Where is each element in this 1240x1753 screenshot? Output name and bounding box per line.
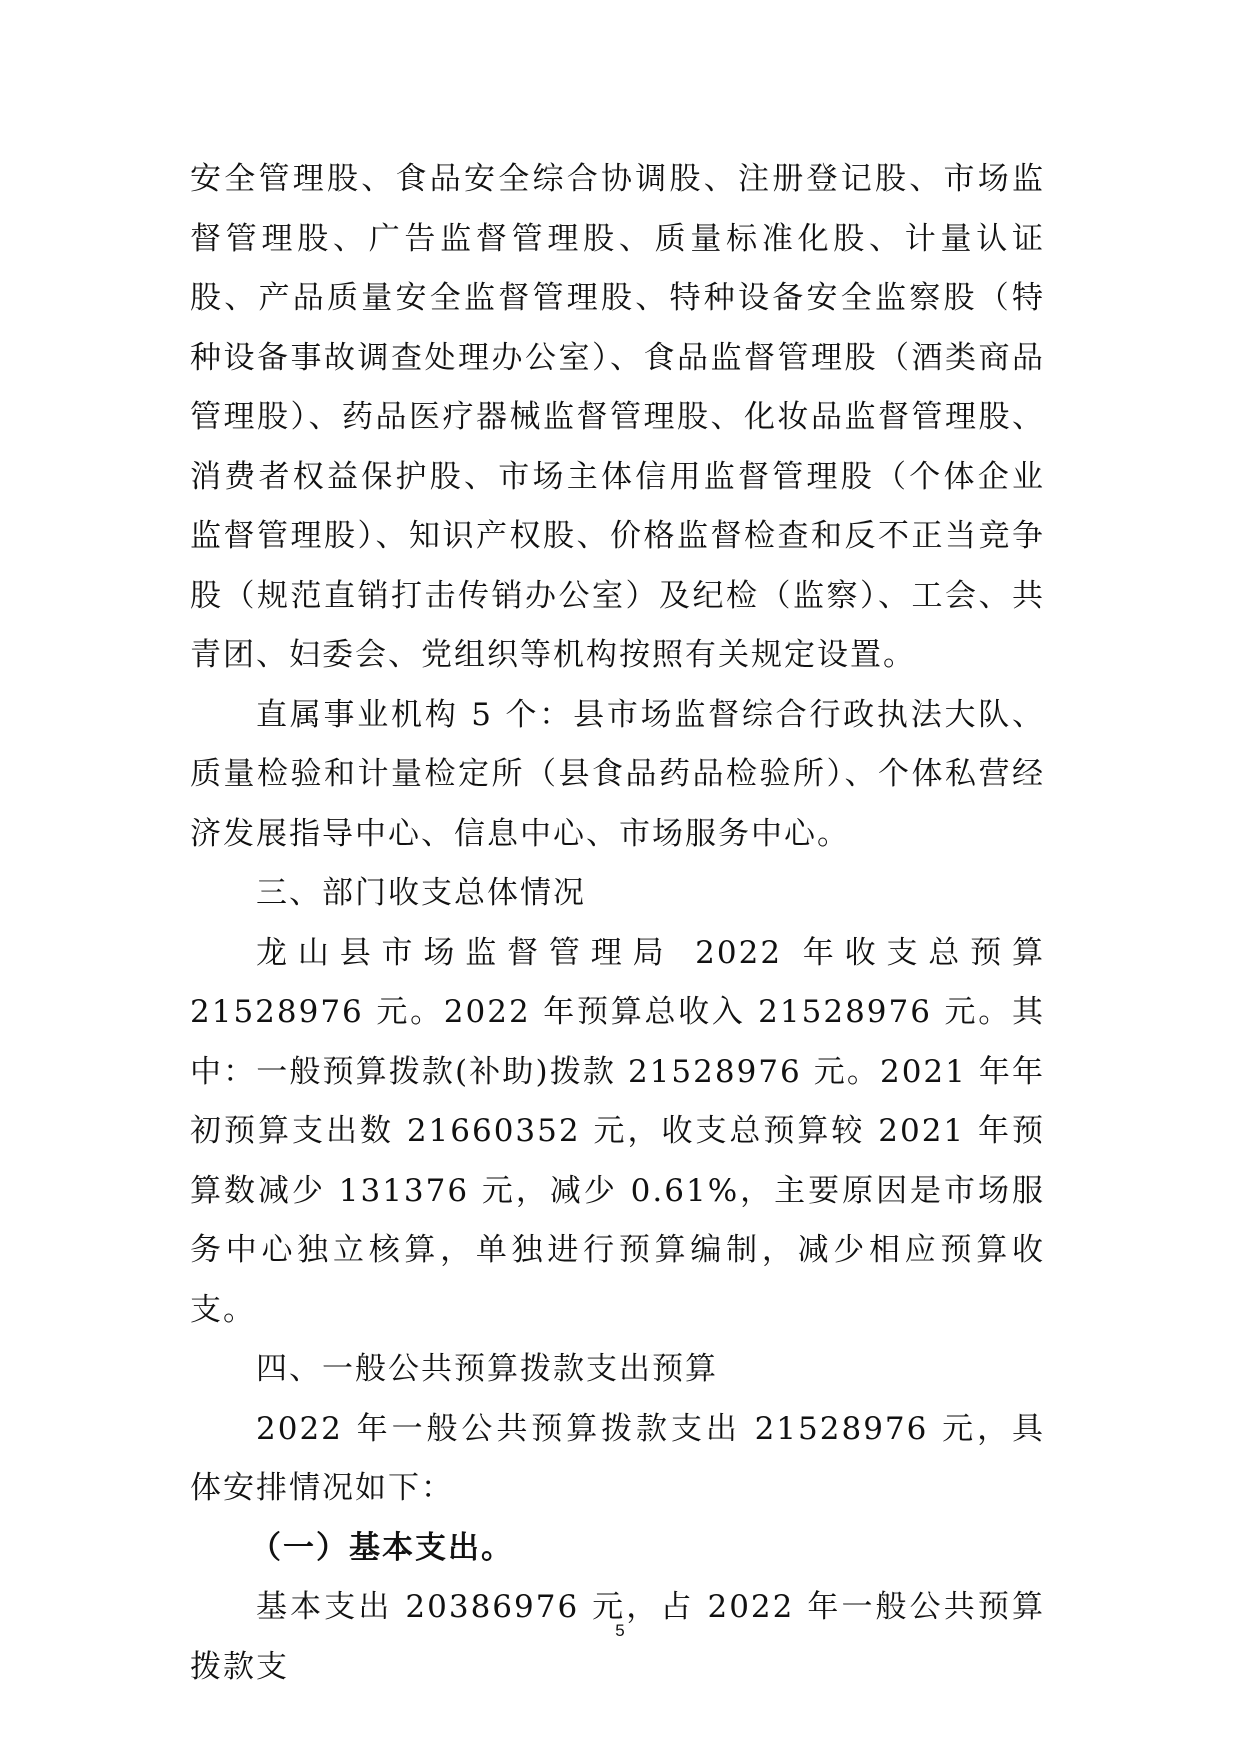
subsection-heading-basic-expenditure: （一）基本支出。: [250, 1529, 514, 1566]
paragraph-internal-departments: 安全管理股、食品安全综合协调股、注册登记股、市场监督管理股、广告监督管理股、质量标准化股、计量认证股、产品质量安全监督管理股、特种设备安全监察股（特种设备事故调查处理办公室）、食品监督管理股（酒类商品管理股）、药品医疗器械监督管理股、化妆品监督管理股、消费者权益保护股、市场主体信用监督管理股（个体企业监督管理股）、知识产权股、价格监督检查和反不正当竞争股（规范直销打击传销办公室）及纪检（监察）、工会、共青团、妇委会、党组织等机构按照有关规定设置。: [190, 161, 1045, 673]
section-heading-overall-revenue-expenditure: 三、部门收支总体情况: [256, 875, 586, 911]
paragraph-affiliated-institutions: 直属事业机构 5 个：县市场监督综合行政执法大队、质量检验和计量检定所（县食品药品检验所）、个体私营经济发展指导中心、信息中心、市场服务中心。: [190, 696, 1045, 852]
paragraph-basic-expenditure: 基本支出 20386976 元，占 2022 年一般公共预算拨款支: [190, 1589, 1045, 1685]
paragraph-overall-budget: 龙山县市场监督管理局 2022 年收支总预算 21528976 元。2022 年预算总收入 21528976 元。其中：一般预算拨款(补助)拨款 21528976 元。2021 年年初预算支出数 21660352 元，收支总预算较 2021 年预算数减少 131376 元，减少 0.61%，主要原因是市场服务中心独立核算，单独进行预算编制，减少相应预算收支。: [190, 934, 1045, 1328]
document-body: [190, 150, 1045, 1697]
paragraph-public-budget-summary: 2022 年一般公共预算拨款支出 21528976 元，具体安排情况如下：: [190, 1410, 1045, 1506]
page-number: 5: [615, 1621, 625, 1640]
section-heading-public-budget-expenditure: 四、一般公共预算拨款支出预算: [256, 1351, 718, 1387]
